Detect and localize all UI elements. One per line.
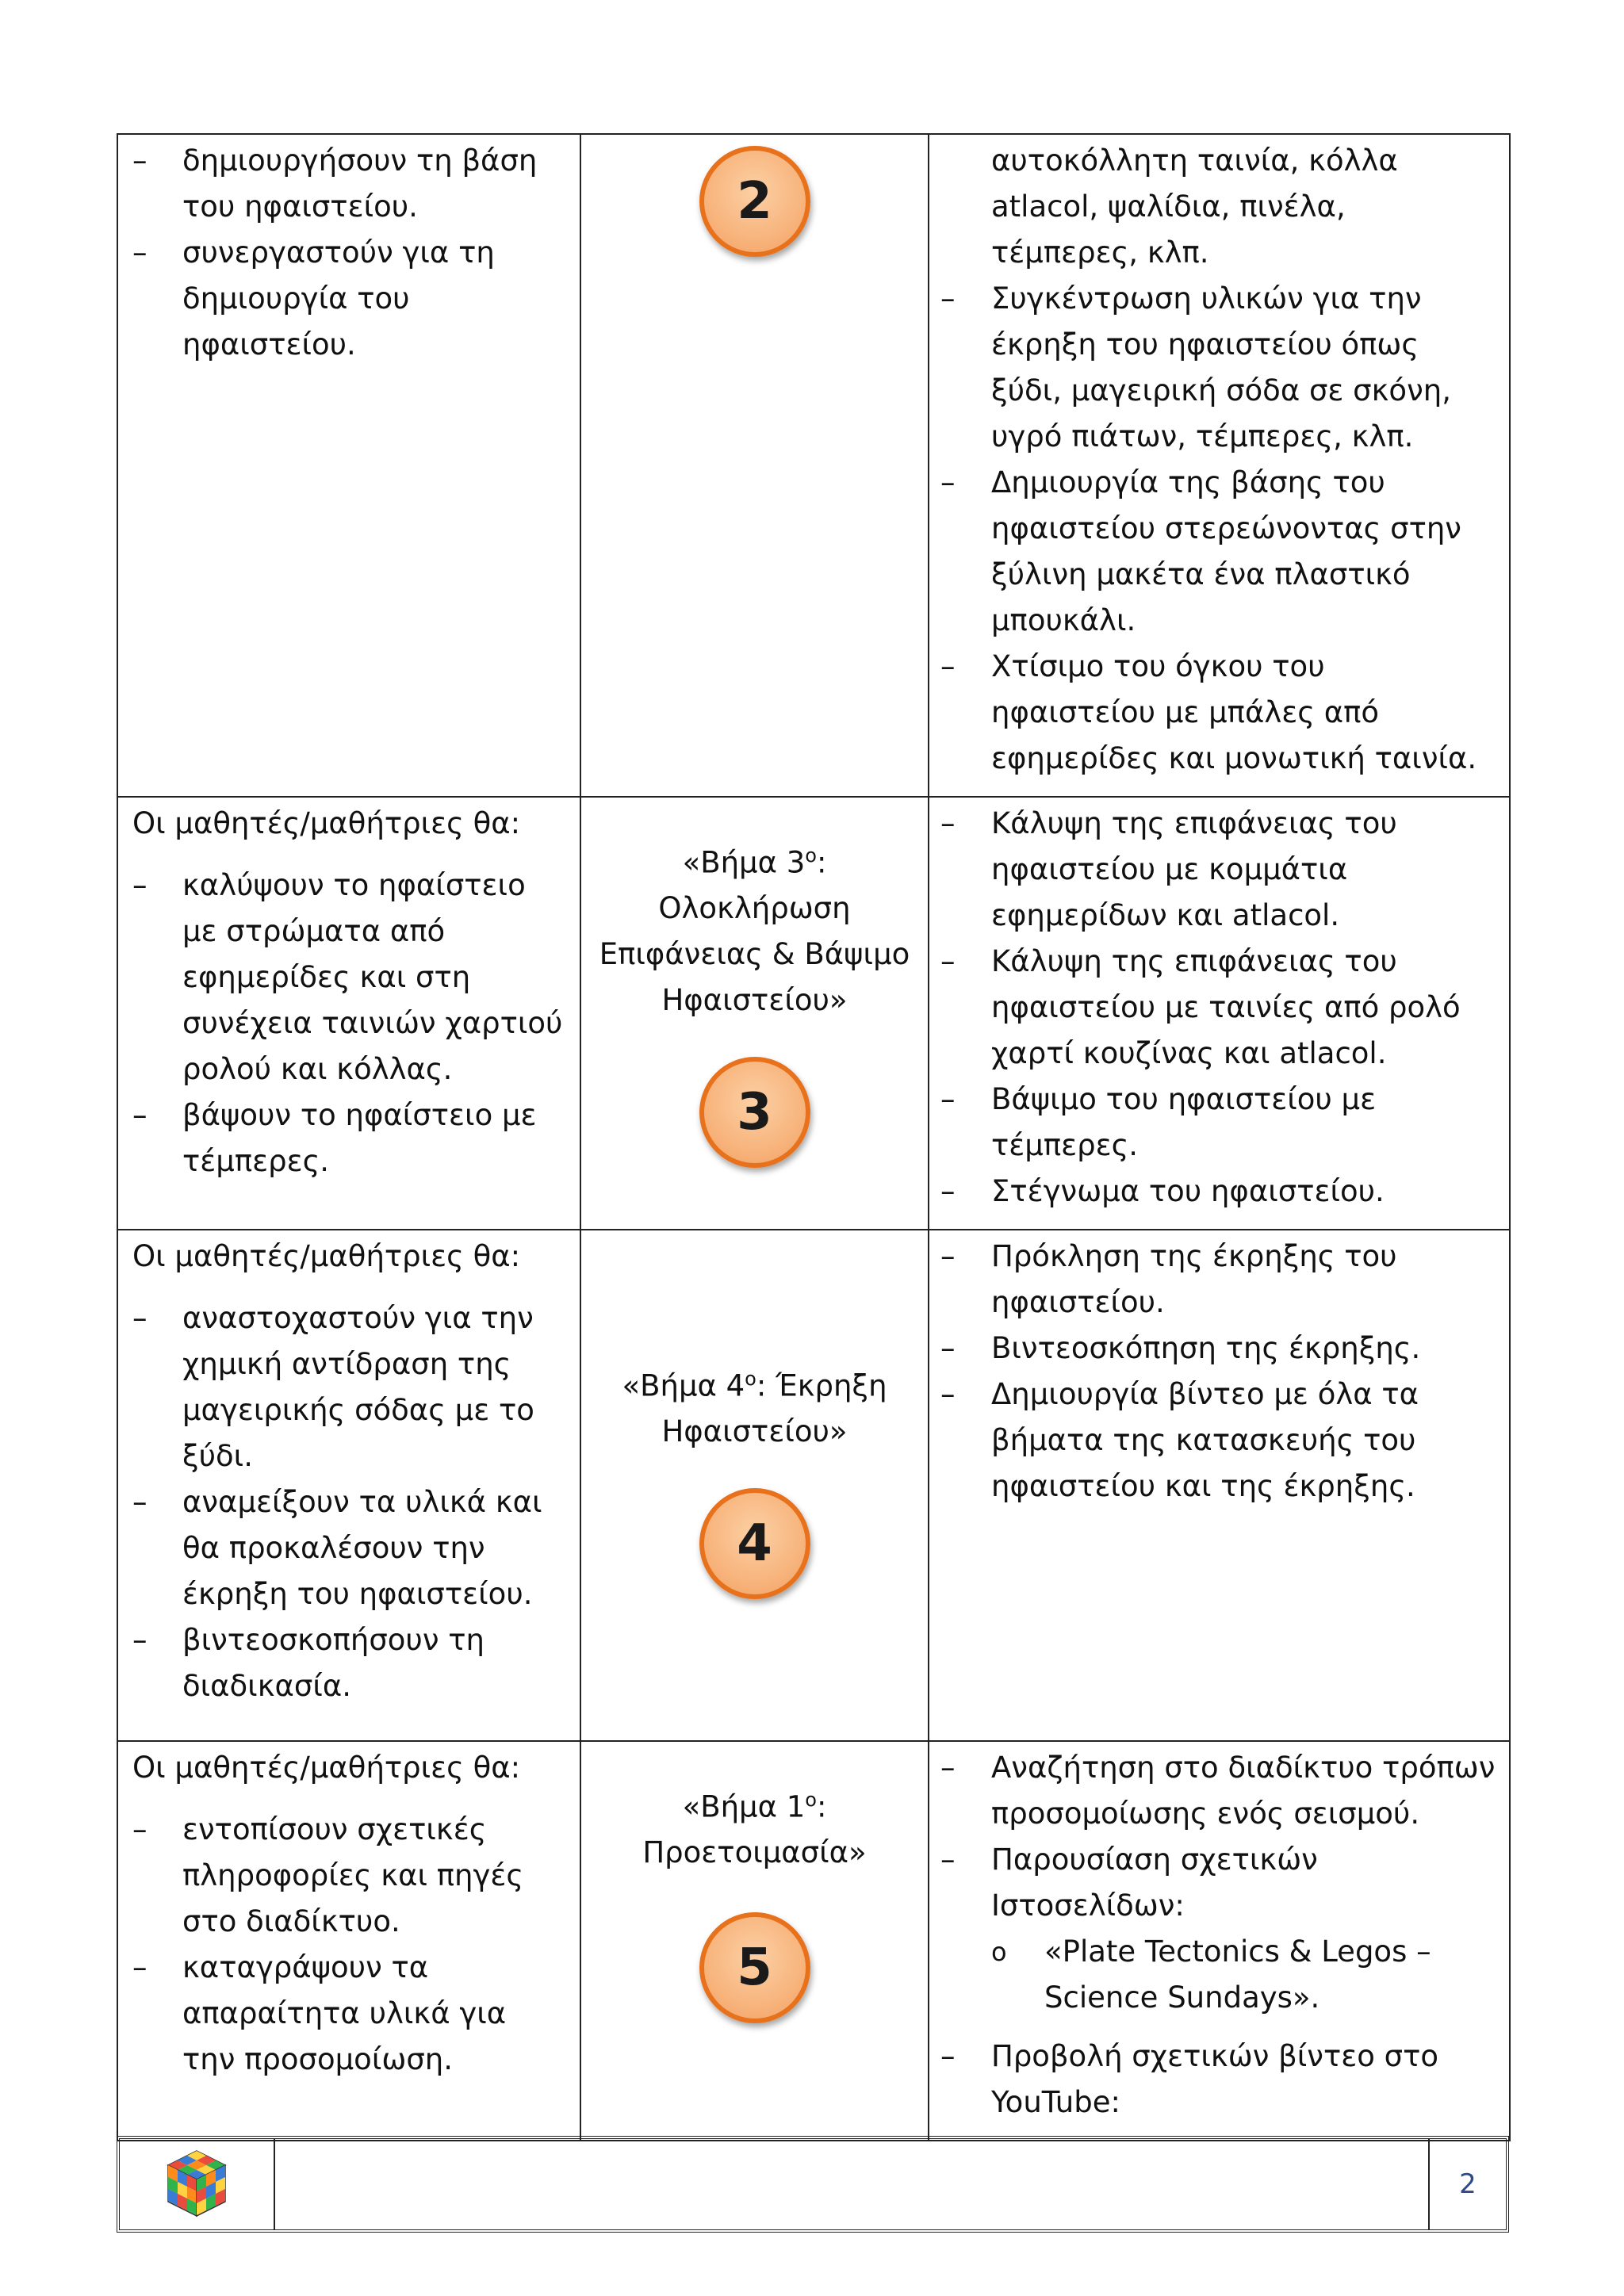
table-row bbox=[117, 1741, 1510, 2141]
activities-list bbox=[940, 1745, 1498, 1929]
objectives-list bbox=[132, 1807, 565, 2083]
list-item: – αναμείξουν τα υλικά και θα προκαλέσουν την έκρηξη του ηφαιστείου. bbox=[132, 1479, 565, 1617]
activities-list bbox=[940, 801, 1498, 1215]
step-title: «Βήμα $4^o$: Έκρηξη Ηφαιστείου» bbox=[622, 1368, 887, 1449]
activities-list bbox=[940, 276, 1498, 782]
list-item: – Δημιουργία της βάσης του ηφαιστείου στερεώνοντας στην ξύλινη μακέτα ένα πλαστικό μπουκάλι. bbox=[940, 460, 1498, 644]
objectives-cell bbox=[117, 1230, 580, 1741]
objectives-cell bbox=[117, 134, 580, 797]
objectives-lead: Οι μαθητές/μαθήτριες θα: bbox=[132, 806, 521, 840]
websites-list bbox=[991, 1929, 1498, 2021]
list-item: – δημιουργήσουν τη βάση του ηφαιστείου. bbox=[132, 138, 565, 230]
list-item: – Αναζήτηση στο διαδίκτυο τρόπων προσομοίωσης ενός σεισμού. bbox=[940, 1745, 1498, 1837]
list-item: – Δημιουργία βίντεο με όλα τα βήματα της κατασκευής του ηφαιστείου και της έκρηξης. bbox=[940, 1372, 1498, 1510]
list-item: – Παρουσίαση σχετικών Ιστοσελίδων: bbox=[940, 1837, 1498, 1929]
list-item: o «Plate Tectonics & Legos – Science Sundays». bbox=[991, 1929, 1498, 2021]
list-item: – Συγκέντρωση υλικών για την έκρηξη του ηφαιστείου όπως ξύδι, μαγειρική σόδα σε σκόνη, υγρό πιάτων, τέμπερες, κλπ. bbox=[940, 276, 1498, 460]
step-cell bbox=[580, 797, 929, 1230]
step-cell bbox=[580, 1741, 929, 2141]
step-cell bbox=[580, 134, 929, 797]
list-item: – Στέγνωμα του ηφαιστείου. bbox=[940, 1169, 1498, 1215]
list-item: – αναστοχαστούν για την χημική αντίδραση της μαγειρικής σόδας με το ξύδι. bbox=[132, 1295, 565, 1479]
step-number-badge: 5 bbox=[699, 1912, 810, 2023]
list-item: – Βιντεοσκόπηση της έκρηξης. bbox=[940, 1326, 1498, 1372]
list-item: – βιντεοσκοπήσουν τη διαδικασία. bbox=[132, 1617, 565, 1709]
objectives-list bbox=[132, 138, 565, 368]
footer-title-cell bbox=[275, 2139, 1430, 2229]
step-title: «Βήμα $1^o$: Προετοιμασία» bbox=[642, 1789, 867, 1870]
list-item: – καλύψουν το ηφαίστειο με στρώματα από εφημερίδες και στη συνέχεια ταινιών χαρτιού ρολού και κόλλας. bbox=[132, 863, 565, 1093]
list-item: – καταγράψουν τα απαραίτητα υλικά για την προσομοίωση. bbox=[132, 1945, 565, 2083]
activities-list bbox=[940, 1234, 1498, 1510]
objectives-list bbox=[132, 1295, 565, 1709]
objectives-lead: Οι μαθητές/μαθήτριες θα: bbox=[132, 1751, 521, 1785]
list-item: – Χτίσιμο του όγκου του ηφαιστείου με μπάλες από εφημερίδες και μονωτική ταινία. bbox=[940, 644, 1498, 782]
page-number: 2 bbox=[1459, 2168, 1477, 2200]
step-title: «Βήμα $3^o$: Ολοκλήρωση Επιφάνειας & Βάψιμο Ηφαιστείου» bbox=[599, 844, 910, 1018]
objectives-cell bbox=[117, 797, 580, 1230]
step-number-badge: 2 bbox=[699, 146, 810, 257]
objectives-cell bbox=[117, 1741, 580, 2141]
list-item: – Πρόκληση της έκρηξης του ηφαιστείου. bbox=[940, 1234, 1498, 1326]
activities-cell bbox=[929, 1741, 1510, 2141]
page-footer bbox=[117, 2136, 1509, 2233]
list-item: – βάψουν το ηφαίστειο με τέμπερες. bbox=[132, 1093, 565, 1184]
list-item: – Βάψιμο του ηφαιστείου με τέμπερες. bbox=[940, 1077, 1498, 1169]
table-row bbox=[117, 797, 1510, 1230]
list-item: – Κάλυψη της επιφάνειας του ηφαιστείου με κομμάτια εφημερίδων και atlacol. bbox=[940, 801, 1498, 939]
lesson-plan-table bbox=[117, 133, 1511, 2141]
rubiks-cube-icon bbox=[159, 2146, 235, 2222]
step-cell bbox=[580, 1230, 929, 1741]
activities-list bbox=[940, 2034, 1498, 2126]
activities-cell bbox=[929, 797, 1510, 1230]
activities-continued-text: αυτοκόλλητη ταινία, κόλλα atlacol, ψαλίδια, πινέλα, τέμπερες, κλπ. bbox=[991, 144, 1398, 270]
footer-logo-cell bbox=[120, 2139, 275, 2229]
objectives-lead: Οι μαθητές/μαθήτριες θα: bbox=[132, 1239, 521, 1273]
activities-cell bbox=[929, 1230, 1510, 1741]
step-number-badge: 4 bbox=[699, 1488, 810, 1599]
objectives-list bbox=[132, 863, 565, 1184]
list-item: – συνεργαστούν για τη δημιουργία του ηφαιστείου. bbox=[132, 230, 565, 368]
list-item: – Κάλυψη της επιφάνειας του ηφαιστείου με ταινίες από ρολό χαρτί κουζίνας και atlacol. bbox=[940, 939, 1498, 1077]
table-row bbox=[117, 134, 1510, 797]
step-number-badge: 3 bbox=[699, 1057, 810, 1168]
table-row bbox=[117, 1230, 1510, 1741]
list-item: – εντοπίσουν σχετικές πληροφορίες και πηγές στο διαδίκτυο. bbox=[132, 1807, 565, 1945]
activities-cell bbox=[929, 134, 1510, 797]
list-item: – Προβολή σχετικών βίντεο στο YouTube: bbox=[940, 2034, 1498, 2126]
